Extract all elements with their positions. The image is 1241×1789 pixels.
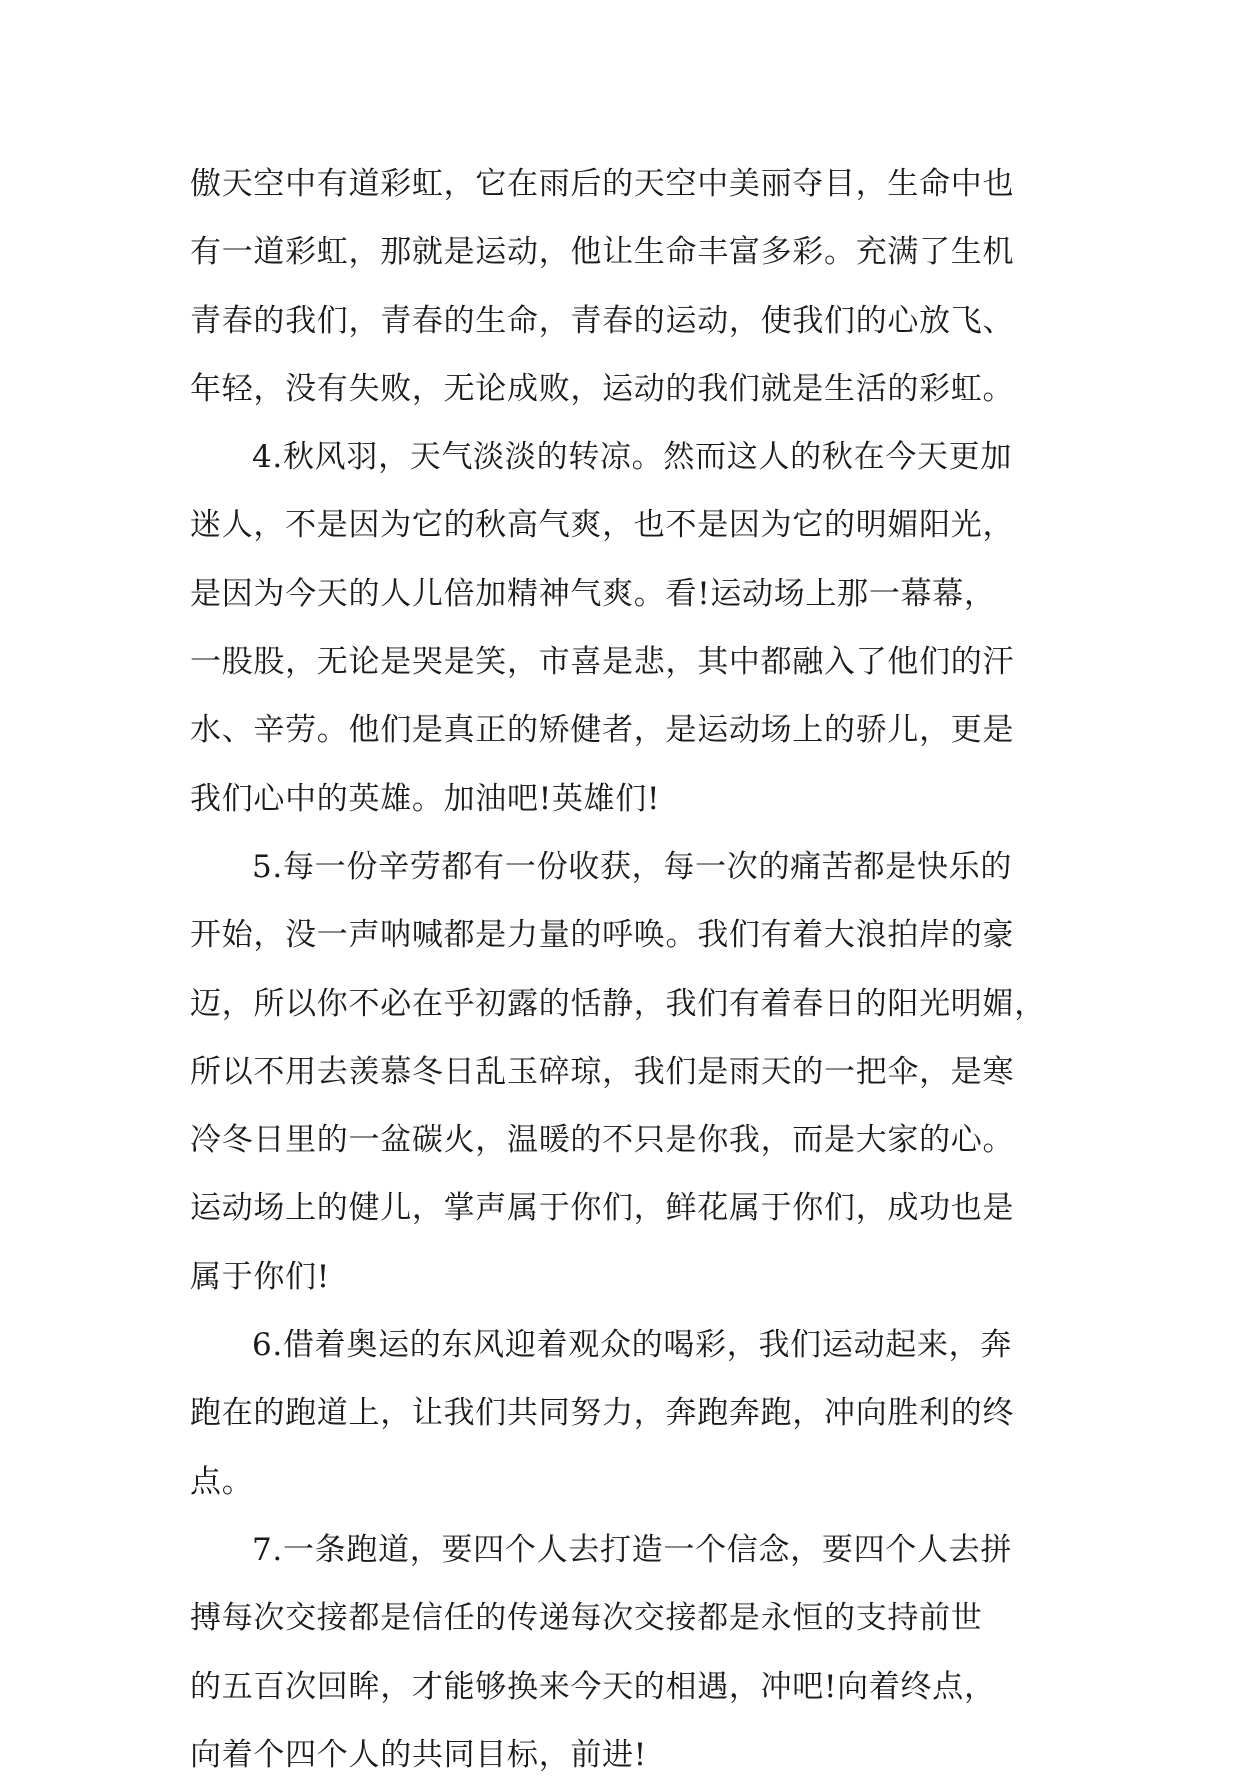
paragraph-6-first-line: 6.借着奥运的东风迎着观众的喝彩，我们运动起来，奔 (252, 1327, 1013, 1364)
text-line: 年轻，没有失败，无论成败，运动的我们就是生活的彩虹。 (190, 370, 1015, 407)
text-line: 所以不用去羡慕冬日乱玉碎琼，我们是雨天的一把伞，是寒 (190, 1053, 1015, 1090)
text-line: 点。 (190, 1463, 254, 1500)
text-line: 的五百次回眸，才能够换来今天的相遇，冲吧!向着终点， (190, 1668, 996, 1705)
paragraph-4-first-line: 4.秋风羽，天气淡淡的转凉。然而这人的秋在今天更加 (252, 439, 1013, 476)
paragraph-5-first-line: 5.每一份辛劳都有一份收获，每一次的痛苦都是快乐的 (252, 848, 1013, 885)
text-line: 一股股，无论是哭是笑，市喜是悲，其中都融入了他们的汗 (190, 644, 1015, 681)
text-line: 开始，没一声呐喊都是力量的呼唤。我们有着大浪拍岸的豪 (190, 917, 1015, 954)
text-line: 迷人，不是因为它的秋高气爽，也不是因为它的明媚阳光， (190, 507, 1015, 544)
text-line: 跑在的跑道上，让我们共同努力，奔跑奔跑，冲向胜利的终 (190, 1395, 1015, 1432)
text-line: 是因为今天的人儿倍加精神气爽。看!运动场上那一幕幕， (190, 575, 996, 612)
text-line: 属于你们! (190, 1258, 330, 1295)
text-line: 水、辛劳。他们是真正的矫健者，是运动场上的骄儿，更是 (190, 712, 1015, 749)
text-line: 迈，所以你不必在乎初露的恬静，我们有着春日的阳光明媚， (190, 985, 1046, 1022)
text-line: 运动场上的健儿，掌声属于你们，鲜花属于你们，成功也是 (190, 1190, 1015, 1227)
text-line: 搏每次交接都是信任的传递每次交接都是永恒的支持前世 (190, 1600, 983, 1637)
text-line: 傲天空中有道彩虹，它在雨后的天空中美丽夺目，生命中也 (190, 166, 1015, 202)
text-line: 向着个四个人的共同目标，前进! (190, 1736, 647, 1773)
text-line: 青春的我们，青春的生命，青春的运动，使我们的心放飞、 (190, 302, 1015, 339)
text-line: 冷冬日里的一盆碳火，温暖的不只是你我，而是大家的心。 (190, 1122, 1015, 1159)
paragraph-7-first-line: 7.一条跑道，要四个人去打造一个信念，要四个人去拼 (252, 1531, 1013, 1568)
text-line: 我们心中的英雄。加油吧!英雄们! (190, 780, 661, 817)
document-body (190, 150, 1070, 1789)
text-line: 有一道彩虹，那就是运动，他让生命丰富多彩。充满了生机 (190, 234, 1015, 271)
